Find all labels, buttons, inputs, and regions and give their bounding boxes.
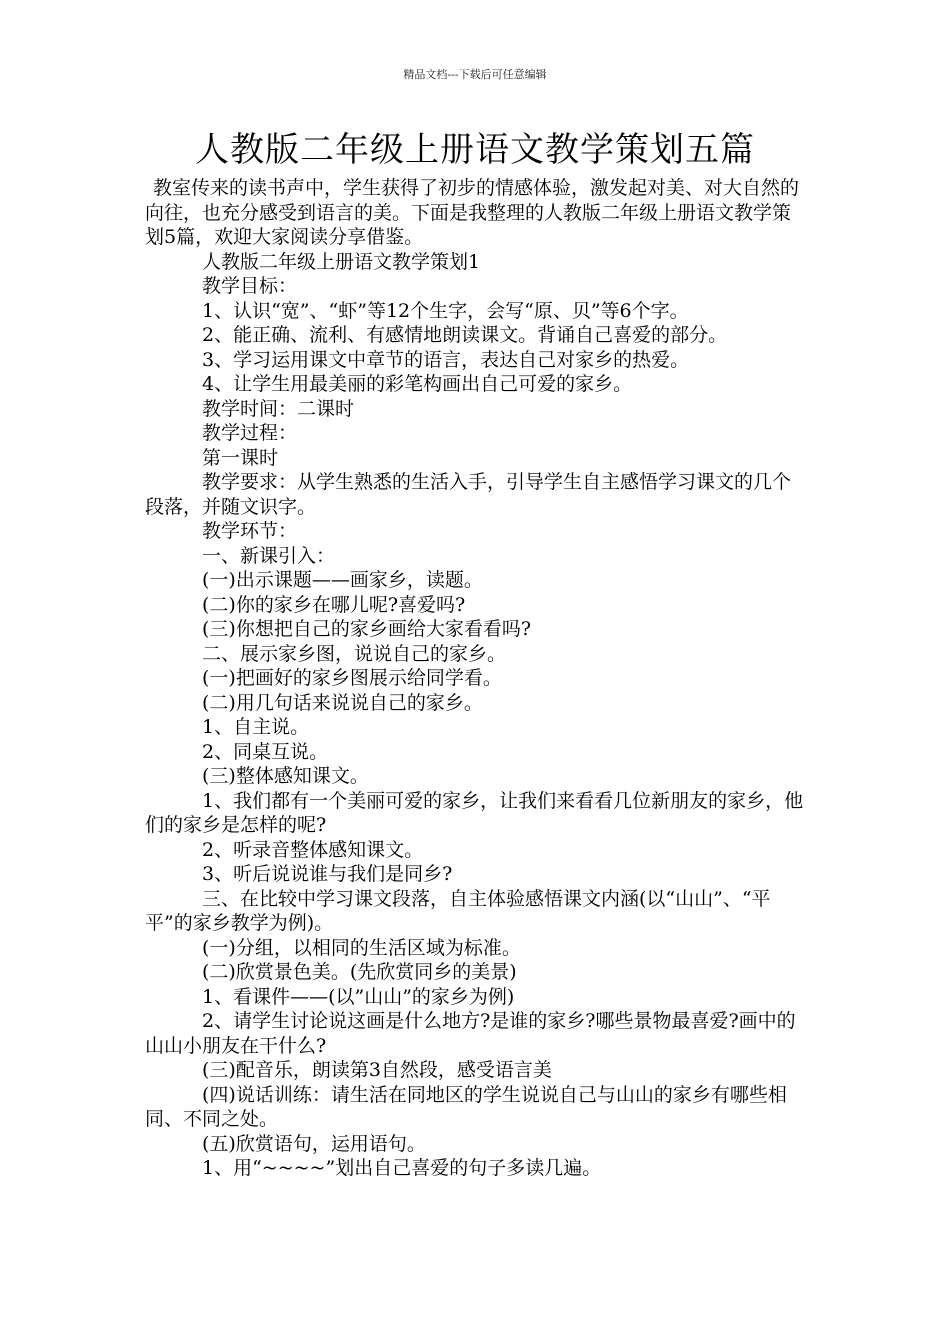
paragraph: 二、展示家乡图，说说自己的家乡。 [202, 642, 507, 665]
paragraph: 2、能正确、流利、有感情地朗读课文。背诵自己喜爱的部分。 [202, 324, 728, 346]
paragraph: 1、我们都有一个美丽可爱的家乡，让我们来看看几位新朋友的家乡，他们的家乡是怎样的呢? [145, 789, 804, 836]
paragraph: 教学时间：二课时 [202, 397, 355, 420]
paragraph: 第一课时 [202, 446, 279, 469]
paragraph: 1、认识“宽”、“虾”等12个生字，会写“原、贝”等6个字。 [202, 299, 689, 322]
paragraph: 3、学习运用课文中章节的语言，表达自己对家乡的热爱。 [202, 348, 690, 371]
paragraph: (三)配音乐，朗读第3自然段，感受语言美 [202, 1059, 552, 1081]
paragraph: 1、用“~~~~”划出自己喜爱的句子多读几遍。 [202, 1157, 602, 1179]
paragraph: 3、听后说说谁与我们是同乡? [202, 863, 453, 885]
paragraph: 教学环节： [202, 520, 298, 542]
paragraph: (二)用几句话来说说自己的家乡。 [202, 691, 483, 714]
paragraph: (三)整体感知课文。 [202, 765, 369, 787]
page-header: 精品文档---下载后可任意编辑 [403, 68, 547, 81]
paragraph: (四)说话训练：请生活在同地区的学生说说自己与山山的家乡有哪些相同、不同之处。 [145, 1083, 787, 1130]
paragraph: 2、听录音整体感知课文。 [202, 838, 424, 861]
paragraph: (一)出示课题——画家乡，读题。 [202, 569, 483, 591]
paragraph: 教学过程： [202, 422, 298, 444]
paragraph: 一、新课引入： [202, 544, 336, 567]
paragraph: 三、在比较中学习课文段落，自主体验感悟课文内涵(以“山山”、“平平”的家乡教学为例)。 [145, 887, 771, 934]
document-title: 人教版二年级上册语文教学策划五篇 [195, 130, 755, 170]
paragraph: 4、让学生用最美丽的彩笔构画出自己可爱的家乡。 [202, 373, 633, 395]
paragraph: (二)你的家乡在哪儿呢?喜爱吗? [202, 593, 466, 616]
paragraph: 1、看课件——(以”山山”的家乡为例) [202, 985, 515, 1008]
paragraph: (三)你想把自己的家乡画给大家看看吗? [202, 618, 532, 640]
paragraph: (五)欣赏语句，运用语句。 [202, 1132, 426, 1155]
paragraph: (二)欣赏景色美。(先欣赏同乡的美景) [202, 961, 517, 983]
paragraph: 2、请学生讨论说这画是什么地方?是谁的家乡?哪些景物最喜爱?画中的山山小朋友在干什么? [145, 1010, 796, 1057]
paragraph: (一)分组，以相同的生活区域为标准。 [202, 936, 521, 959]
document-body [145, 176, 809, 1181]
paragraph: 教学目标： [202, 275, 298, 297]
paragraph: (一)把画好的家乡图展示给同学看。 [202, 667, 502, 689]
paragraph: 2、同桌互说。 [202, 740, 329, 763]
paragraph: 1、自主说。 [202, 716, 310, 738]
paragraph: 教学要求：从学生熟悉的生活入手，引导学生自主感悟学习课文的几个段落，并随文识字。 [145, 471, 792, 518]
paragraph: 教室传来的读书声中，学生获得了初步的情感体验，激发起对美、对大自然的向往，也充分感受到语言的美。下面是我整理的人教版二年级上册语文教学策划5篇，欢迎大家阅读分享借鉴。 [145, 177, 800, 248]
paragraph: 人教版二年级上册语文教学策划1 [202, 250, 481, 273]
